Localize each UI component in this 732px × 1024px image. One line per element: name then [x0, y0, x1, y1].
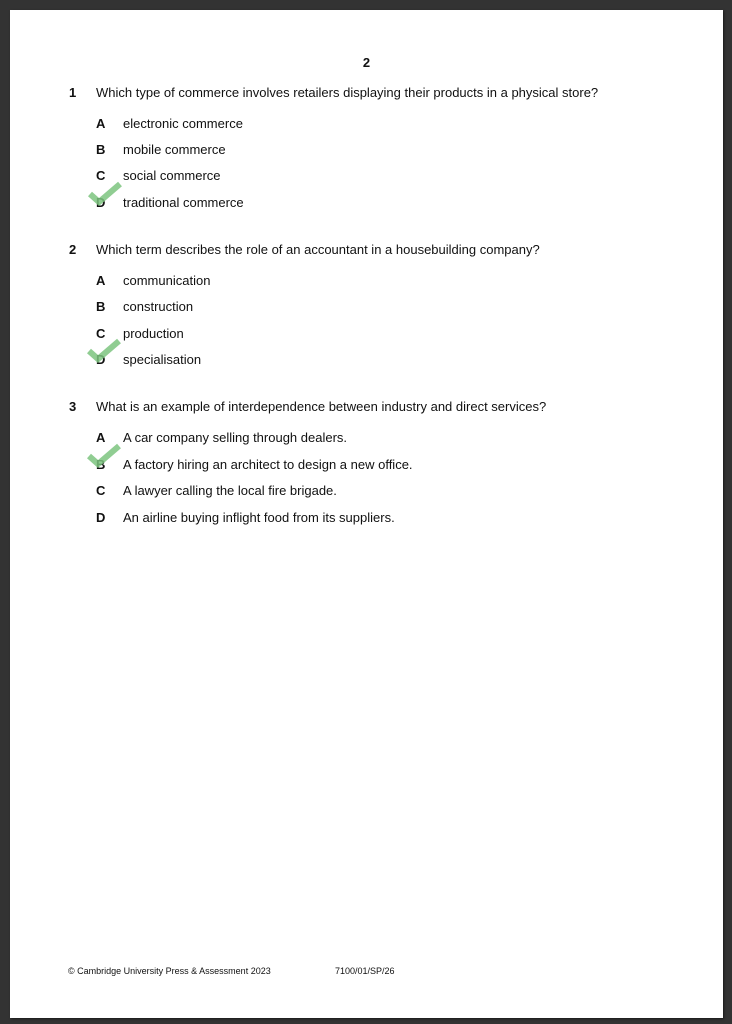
question-number: 1 [69, 85, 77, 100]
question-text: Which term describes the role of an accountant in a housebuilding company? [96, 242, 540, 257]
option-letter: A [96, 430, 106, 445]
option-3b[interactable] [10, 457, 723, 473]
option-text: specialisation [123, 352, 202, 367]
option-text: production [123, 326, 184, 341]
option-letter: C [96, 168, 106, 183]
option-1b[interactable] [10, 142, 723, 158]
option-2b[interactable] [10, 299, 723, 315]
option-3a[interactable] [10, 430, 723, 446]
option-2d[interactable] [10, 352, 723, 368]
question-text: What is an example of interdependence between industry and direct services? [96, 399, 547, 414]
option-1d[interactable] [10, 195, 723, 211]
option-3d[interactable] [10, 510, 723, 526]
footer-copyright: © Cambridge University Press & Assessment 2023 [68, 966, 271, 976]
question-number: 2 [69, 242, 77, 257]
footer-paper-code: 7100/01/SP/26 [335, 966, 395, 976]
option-1a[interactable] [10, 116, 723, 132]
question-number: 3 [69, 399, 77, 414]
option-1c[interactable] [10, 168, 723, 184]
option-letter: B [96, 457, 106, 472]
option-text: A car company selling through dealers. [123, 430, 348, 445]
option-text: A lawyer calling the local fire brigade. [123, 483, 337, 498]
option-letter: A [96, 273, 106, 288]
option-letter: C [96, 483, 106, 498]
option-text: electronic commerce [123, 116, 243, 131]
option-text: traditional commerce [123, 195, 244, 210]
option-text: A factory hiring an architect to design a new office. [123, 457, 413, 472]
option-3c[interactable] [10, 483, 723, 499]
option-2c[interactable] [10, 326, 723, 342]
option-letter: D [96, 510, 106, 525]
option-text: construction [123, 299, 194, 314]
option-letter: D [96, 352, 106, 367]
option-text: communication [123, 273, 211, 288]
option-text: mobile commerce [123, 142, 226, 157]
option-2a[interactable] [10, 273, 723, 289]
option-letter: C [96, 326, 106, 341]
option-letter: A [96, 116, 106, 131]
option-letter: B [96, 299, 106, 314]
question-text: Which type of commerce involves retailers displaying their products in a physical store? [96, 85, 599, 100]
page-number: 2 [362, 55, 371, 70]
document-page [10, 10, 723, 1018]
option-text: social commerce [123, 168, 221, 183]
option-text: An airline buying inflight food from its suppliers. [123, 510, 395, 525]
option-letter: D [96, 195, 106, 210]
option-letter: B [96, 142, 106, 157]
